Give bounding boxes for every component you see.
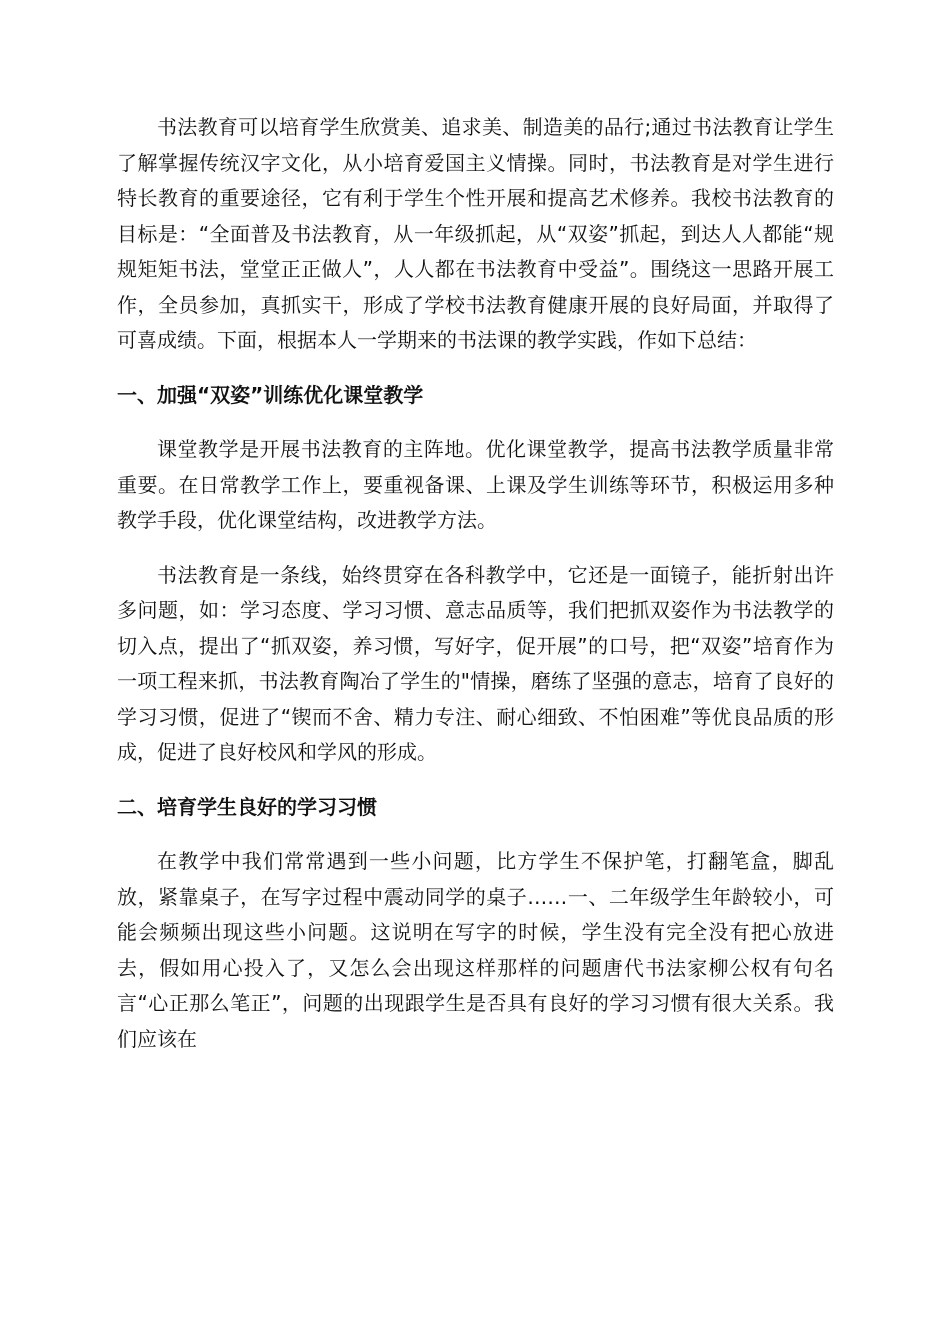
intro-paragraph: 书法教育可以培育学生欣赏美、追求美、制造美的品行;通过书法教育让学生了解掌握传统汉字文化，从小培育爱国主义情操。同时，书法教育是对学生进行特长教育的重要途径，它有利于学生个性开展和提高艺术修养。我校书法教育的目标是：“全面普及书法教育，从一年级抓起，从“双姿”抓起，到达人人都能“规规矩矩书法，堂堂正正做人”，人人都在书法教育中受益”。围绕这一思路开展工作，全员参加，真抓实干，形成了学校书法教育健康开展的良好局面，并取得了可喜成绩。下面，根据本人一学期来的书法课的教学实践，作如下总结： [117, 115, 834, 352]
section-1-paragraph-1: 课堂教学是开展书法教育的主阵地。优化课堂教学，提高书法教学质量非常重要。在日常教学工作上，要重视备课、上课及学生训练等环节，积极运用多种教学手段，优化课堂结构，改进教学方法。 [117, 437, 834, 532]
section-2-paragraph-1: 在教学中我们常常遇到一些小问题，比方学生不保护笔，打翻笔盒，脚乱放，紧靠桌子，在写字过程中震动同学的桌子……一、二年级学生年龄较小，可能会频频出现这些小问题。这说明在写字的时候，学生没有完全没有把心放进去，假如用心投入了，又怎么会出现这样那样的问题唐代书法家柳公权有句名言“心正那么笔正”，问题的出现跟学生是否具有良好的学习习惯有很大关系。我们应该在 [117, 849, 834, 1051]
section-1-paragraph-2: 书法教育是一条线，始终贯穿在各科教学中，它还是一面镜子，能折射出许多问题，如：学习态度、学习习惯、意志品质等，我们把抓双姿作为书法教学的切入点，提出了“抓双姿，养习惯，写好字，促开展”的口号，把“双姿”培育作为一项工程来抓，书法教育陶冶了学生的"情操，磨练了坚强的意志，培育了良好的学习习惯，促进了“锲而不舍、精力专注、耐心细致、不怕困难”等优良品质的形成，促进了良好校风和学风的形成。 [117, 562, 834, 764]
section-1-heading: 一、加强“双姿”训练优化课堂教学 [117, 382, 424, 407]
section-2-heading: 二、培育学生良好的学习习惯 [117, 794, 377, 819]
document-body [117, 110, 834, 1076]
